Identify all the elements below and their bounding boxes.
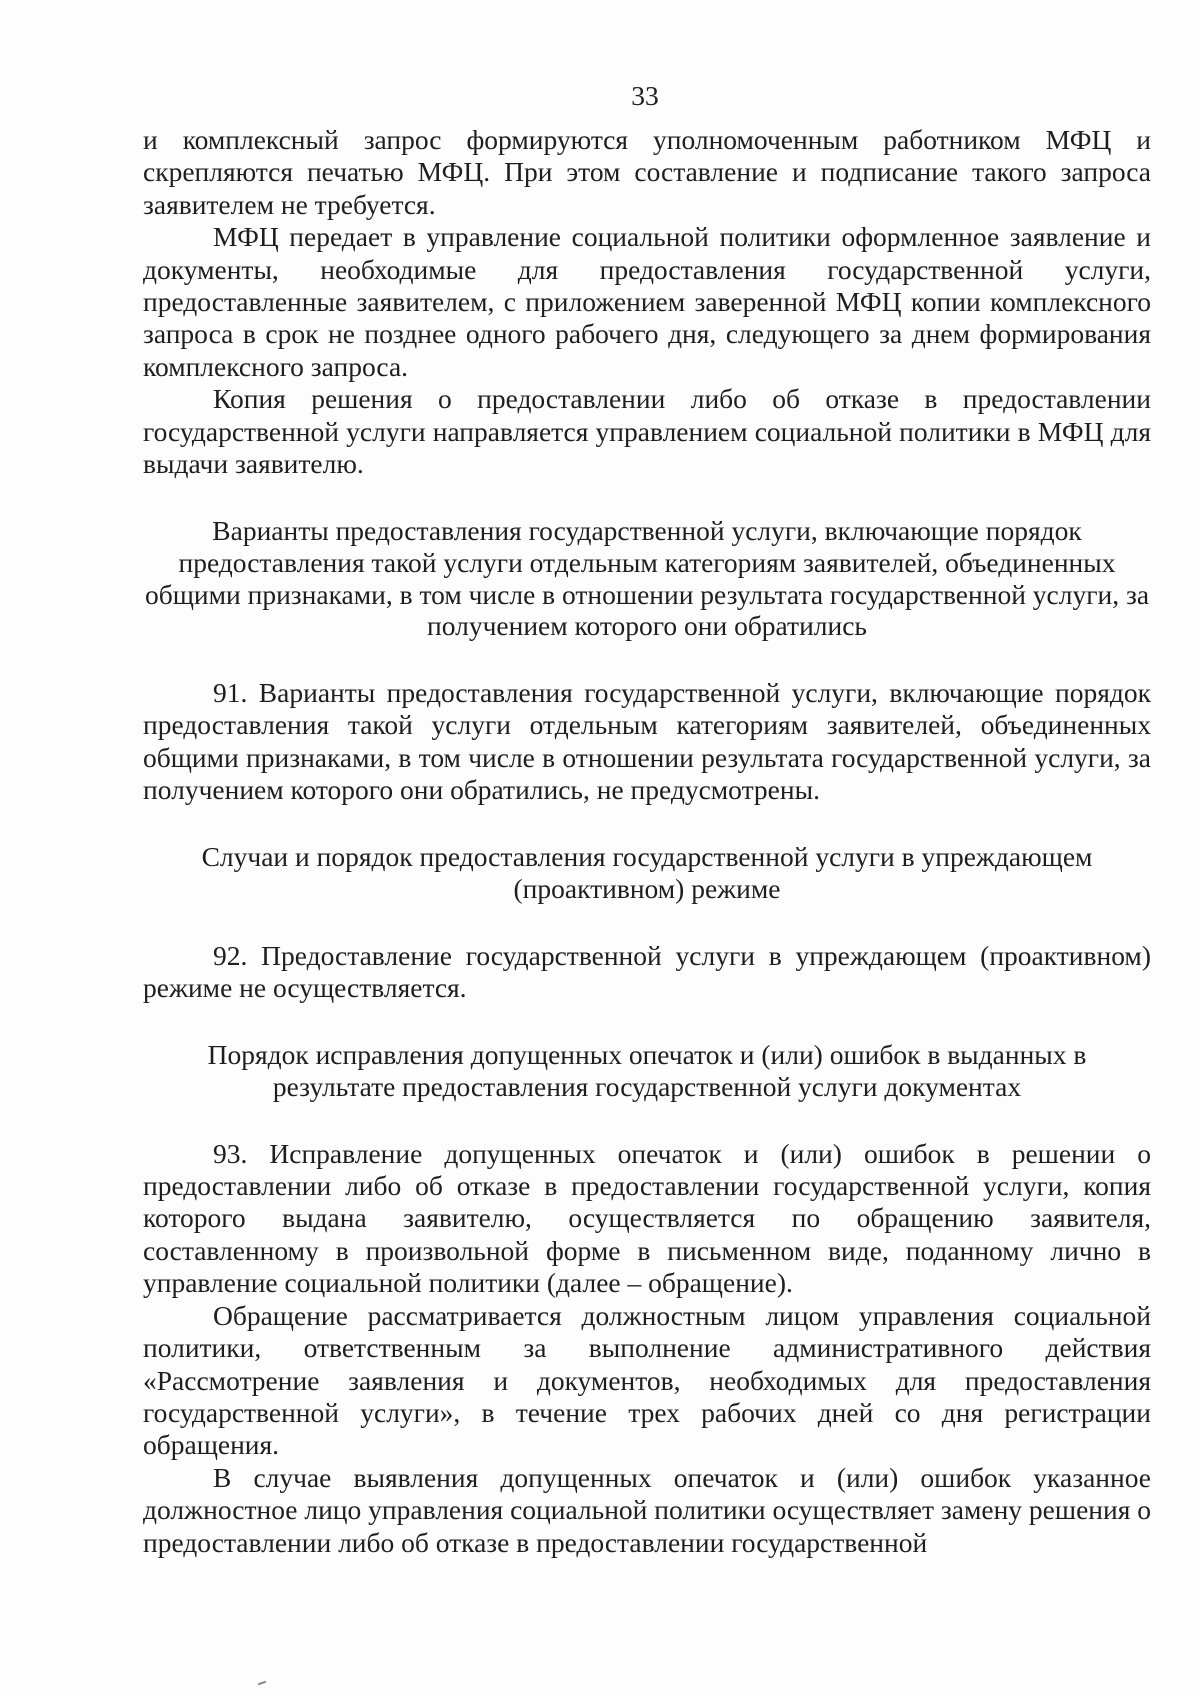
paragraph-93: 93. Исправление допущенных опечаток и (или) ошибок в решении о предоставлении либо об отказе в предоставлении государственной услуги, копия которого выдана заявителю, осуществляется по обращению заявителя, составленному в произвольной форме в письменном виде, поданному лично в управление социальной политики (далее – обращение). [143,1137,1151,1299]
heading-proactive-mode: Случаи и порядок предоставления государственной услуги в упреждающем (проактивном) режиме [201,841,1093,905]
paragraph-continuation: и комплексный запрос формируются уполномоченным работником МФЦ и скрепляются печатью МФЦ. При этом составление и подписание такого запроса заявителем не требуется. [143,124,1151,220]
paragraph-appeal-review: Обращение рассматривается должностным лицом управления социальной политики, ответственным за выполнение административного действия «Рассмотрение заявления и документов, необходимых для предоставления государственной услуги», в течение трех рабочих дней со дня регистрации обращения. [143,1299,1151,1461]
document-body [143,124,1151,1559]
paragraph-decision-replacement: В случае выявления допущенных опечаток и (или) ошибок указанное должностное лицо управления социальной политики осуществляет замену решения о предоставлении либо об отказе в предоставлении государственной [143,1461,1151,1558]
paragraph-91: 91. Варианты предоставления государственной услуги, включающие порядок предоставления такой услуги отдельным категориям заявителей, объединенных общими признаками, в том числе в отношении результата государственной услуги, за получением которого они обратились, не предусмотрены. [143,676,1151,806]
heading-service-variants: Варианты предоставления государственной услуги, включающие порядок предоставления такой услуги отдельным категориям заявителей, объединенных общими признаками, в том числе в отношении результата государственной услуги, за получением которого они обратились [144,515,1150,642]
page-number: 33 [631,80,659,111]
paragraph-mfc-transfer: МФЦ передает в управление социальной политики оформленное заявление и документы, необходимые для предоставления государственной услуги, предоставленные заявителем, с приложением заверенной МФЦ копии комплексного запроса в срок не позднее одного рабочего дня, следующего за днем формирования комплексного запроса. [143,221,1151,382]
scan-mark [258,1681,266,1686]
paragraph-decision-copy: Копия решения о предоставлении либо об отказе в предоставлении государственной услуги направляется управлением социальной политики в МФЦ для выдачи заявителю. [143,383,1151,480]
paragraph-92: 92. Предоставление государственной услуги в упреждающем (проактивном) режиме не осуществляется. [143,939,1151,1004]
heading-error-correction: Порядок исправления допущенных опечаток и (или) ошибок в выданных в результате предоставления государственной услуги документах [207,1039,1087,1103]
